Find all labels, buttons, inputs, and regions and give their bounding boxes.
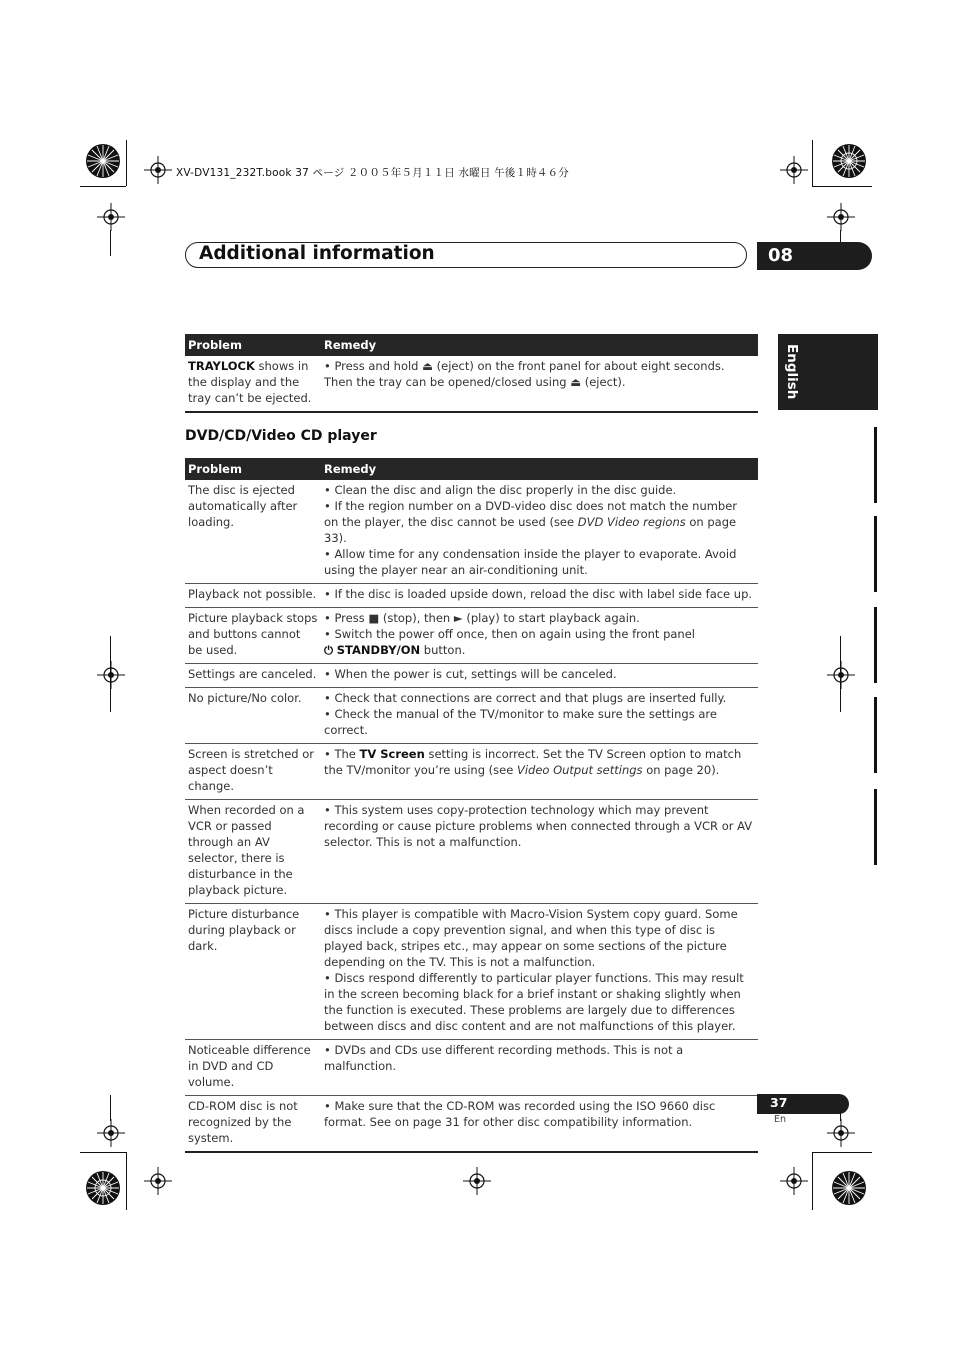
traylock-table — [185, 334, 758, 413]
edge-index-bar — [874, 607, 877, 683]
remedy-header: Remedy — [321, 334, 758, 356]
chapter-number: 08 — [768, 245, 794, 266]
reference-link-text: Video Output settings — [516, 763, 643, 777]
section-title: DVD/CD/Video CD player — [185, 428, 377, 444]
table-row — [185, 904, 758, 1040]
problem-cell: The disc is ejected automatically after loading. — [185, 480, 321, 584]
eject-icon: ⏏ — [570, 375, 582, 389]
dvd-troubleshooting-table — [185, 458, 758, 1153]
remedy-text: • Press — [324, 611, 369, 625]
table-header — [185, 458, 758, 480]
remedy-line: • When the power is cut, settings will be canceled. — [324, 667, 617, 681]
table-row — [185, 356, 758, 412]
remedy-line: • Clean the disc and align the disc properly in the disc guide. — [324, 483, 677, 497]
problem-cell: Screen is stretched or aspect doesn’t change. — [185, 744, 321, 800]
standby-button-label: STANDBY/ON — [336, 643, 421, 657]
problem-header: Problem — [185, 334, 321, 356]
starburst-mark-bottom-right — [831, 1170, 867, 1206]
remedy-line: • This player is compatible with Macro-Vision System copy guard. Some discs include a copy prevention signal, and when this type of disc is played back, stripes etc., may appear on some sections of the picture depending on the TV. This is not a malfunction. — [324, 907, 738, 969]
starburst-mark-top-right — [831, 143, 867, 179]
crosshair-mark — [144, 156, 172, 184]
remedy-line — [324, 498, 755, 546]
problem-cell: Settings are canceled. — [185, 664, 321, 688]
stop-icon: ■ — [368, 611, 380, 625]
problem-cell: No picture/No color. — [185, 688, 321, 744]
remedy-cell — [321, 356, 758, 412]
remedy-line: • Check the manual of the TV/monitor to make sure the settings are correct. — [324, 707, 717, 737]
remedy-cell — [321, 688, 758, 744]
problem-text: shows in the display and the tray can’t be ejected. — [188, 359, 312, 405]
problem-cell: Picture disturbance during playback or dark. — [185, 904, 321, 1040]
edge-index-bar — [874, 789, 877, 865]
crosshair-mark — [97, 203, 125, 231]
crosshair-mark — [97, 661, 125, 689]
edge-index-bar — [874, 516, 877, 592]
remedy-line: • This system uses copy-protection technology which may prevent recording or cause picture problems when connected through a VCR or AV selector. This is not a malfunction. — [324, 803, 753, 849]
remedy-text: on page 20). — [642, 763, 720, 777]
problem-cell: Playback not possible. — [185, 584, 321, 608]
traylock-label: TRAYLOCK — [188, 359, 255, 373]
edge-index-bar — [874, 697, 877, 773]
page-language: En — [774, 1114, 787, 1125]
remedy-text: setting is incorrect. Set the TV Screen option to match the TV/monitor you’re using (see — [324, 747, 742, 777]
remedy-text: (eject). — [581, 375, 626, 389]
reference-link-text: DVD Video regions — [577, 515, 686, 529]
table-row — [185, 1096, 758, 1153]
problem-cell: Picture playback stops and buttons cannot be used. — [185, 608, 321, 664]
print-slug: XV-DV131_232T.book 37 ページ ２００５年５月１１日 水曜日 午後１時４６分 — [176, 167, 570, 179]
language-label: English — [784, 344, 800, 400]
remedy-text: (play) to start playback again. — [462, 611, 640, 625]
starburst-mark-bottom-left — [85, 1170, 121, 1206]
table-header — [185, 334, 758, 356]
edge-index-bar — [874, 427, 877, 503]
problem-cell: CD-ROM disc is not recognized by the system. — [185, 1096, 321, 1153]
remedy-cell — [321, 904, 758, 1040]
page-title: Additional information — [199, 243, 435, 264]
table-row — [185, 584, 758, 608]
crosshair-mark — [144, 1167, 172, 1195]
remedy-cell — [321, 800, 758, 904]
crosshair-mark — [780, 156, 808, 184]
table-row — [185, 688, 758, 744]
remedy-text: • If the region number on a DVD-video disc does not match the number on the player, the disc cannot be used (see — [324, 499, 738, 529]
crosshair-mark — [97, 1119, 125, 1147]
table-row — [185, 1040, 758, 1096]
remedy-line — [324, 610, 755, 626]
table-row — [185, 480, 758, 584]
page-number: 37 — [770, 1095, 788, 1110]
remedy-text: • Press and hold — [324, 359, 423, 373]
remedy-cell — [321, 744, 758, 800]
table-row — [185, 744, 758, 800]
remedy-line: • If the disc is loaded upside down, reload the disc with label side face up. — [324, 587, 753, 601]
eject-icon: ⏏ — [422, 359, 434, 373]
remedy-cell — [321, 1096, 758, 1153]
problem-cell — [185, 356, 321, 412]
crosshair-mark — [463, 1167, 491, 1195]
remedy-cell — [321, 1040, 758, 1096]
crosshair-mark — [827, 661, 855, 689]
tv-screen-label: TV Screen — [359, 747, 425, 761]
power-icon: ⏻ — [324, 643, 334, 657]
remedy-text: button. — [420, 643, 466, 657]
remedy-line: • Make sure that the CD-ROM was recorded using the ISO 9660 disc format. See on page 31 for other disc compatibility information. — [324, 1099, 716, 1129]
remedy-text: (eject) on the front panel for about eight seconds. Then the tray can be opened/closed using — [324, 359, 725, 389]
remedy-text: • The — [324, 747, 360, 761]
remedy-line: • Switch the power off once, then on again using the front panel — [324, 627, 695, 641]
remedy-cell — [321, 480, 758, 584]
crosshair-mark — [827, 1119, 855, 1147]
remedy-line: • Discs respond differently to particular player functions. This may result in the screen becoming black for a brief instant or shaking slightly when the function is executed. These problems are largely due to differences between discs and disc content and are not malfunctions of this player. — [324, 971, 744, 1033]
table-row — [185, 608, 758, 664]
remedy-line: • Allow time for any condensation inside the player to evaporate. Avoid using the player near an air-conditioning unit. — [324, 547, 737, 577]
remedy-line — [324, 746, 755, 778]
starburst-mark-top-left — [85, 143, 121, 179]
remedy-line: • Check that connections are correct and that plugs are inserted fully. — [324, 691, 727, 705]
language-tab — [778, 334, 878, 410]
crosshair-mark — [827, 203, 855, 231]
remedy-line: • DVDs and CDs use different recording methods. This is not a malfunction. — [324, 1043, 684, 1073]
play-icon: ► — [453, 611, 463, 625]
remedy-text: on page 33). — [324, 515, 737, 545]
table-row — [185, 664, 758, 688]
remedy-cell — [321, 664, 758, 688]
remedy-cell — [321, 608, 758, 664]
problem-header: Problem — [185, 458, 321, 480]
table-row — [185, 800, 758, 904]
remedy-cell — [321, 584, 758, 608]
remedy-header: Remedy — [321, 458, 758, 480]
problem-cell: Noticeable difference in DVD and CD volume. — [185, 1040, 321, 1096]
problem-cell: When recorded on a VCR or passed through an AV selector, there is disturbance in the playback picture. — [185, 800, 321, 904]
remedy-line — [324, 642, 755, 658]
crosshair-mark — [780, 1167, 808, 1195]
remedy-text: (stop), then — [379, 611, 454, 625]
